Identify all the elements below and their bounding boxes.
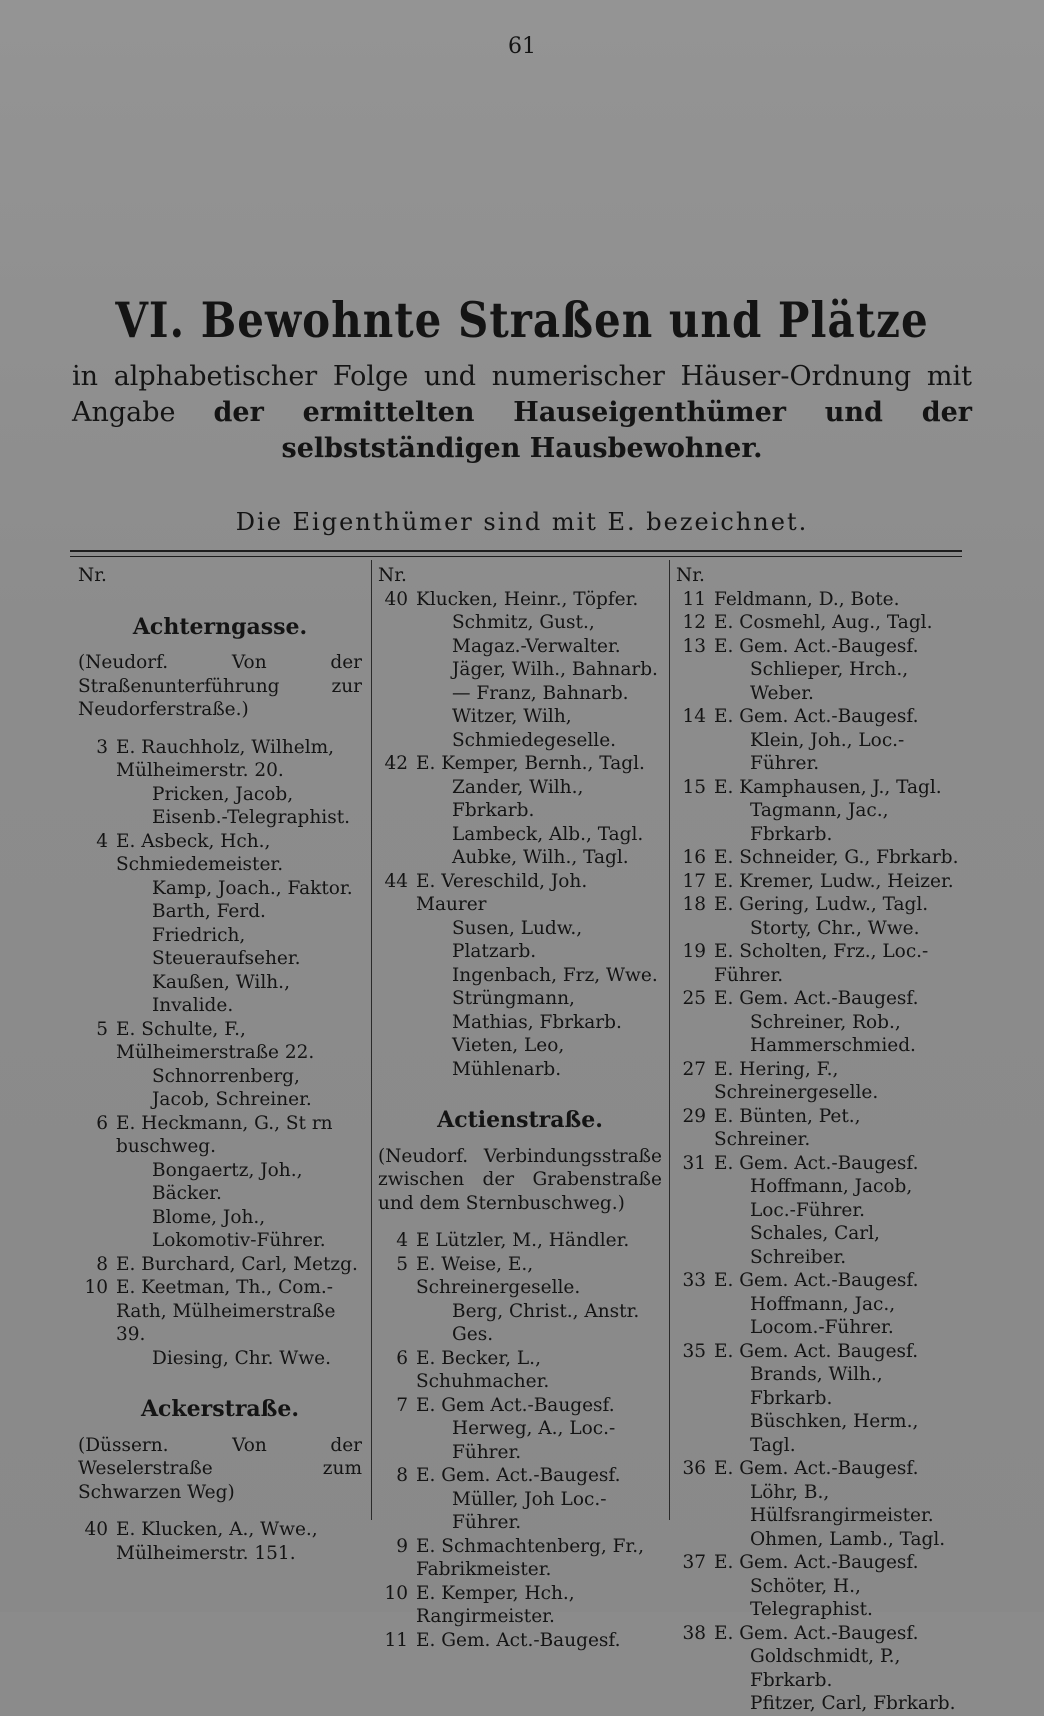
street-name: Actienstraße. [437,1107,603,1133]
house-number: 38 [682,1622,706,1644]
top-rule-thin [70,556,962,557]
resident-entry: Aubke, Wilh., Tagl. [452,847,629,868]
house-number: 15 [682,776,706,798]
resident-text: E. Schmachtenberg, Fr., Fabrikmeister. [416,1535,645,1580]
owner-note: Die Eigenthümer sind mit E. bezeichnet. [235,508,809,536]
resident-entry: Bongaertz, Joh., Bäcker. [152,1159,303,1204]
house-entry [676,1551,960,1575]
column-header-nr: Nr. [378,565,407,586]
resident-entry: Schlieper, Hrch., Weber. [750,659,909,704]
resident-text: E. Becker, L., Schuhmacher. [416,1347,550,1392]
resident-entry: Vieten, Leo, Mühlenarb. [452,1035,565,1080]
resident-text: E. Weise, E., Schreinergeselle. [416,1253,581,1298]
resident-entry: Strüngmann, Mathias, Fbrkarb. [452,988,622,1033]
house-number: 33 [682,1270,706,1291]
house-entry [78,1112,362,1159]
house-entry [378,588,662,612]
house-entry [378,1253,662,1300]
column-header-nr: Nr. [676,565,705,586]
resident-entry: Brands, Wilh., Fbrkarb. [750,1364,883,1409]
resident-text: E. Gem. Act.-Baugesf. [714,1552,919,1573]
house-entry [676,776,960,800]
resident-text: E. Gem. Act.-Baugesf. [714,1622,919,1644]
resident-entry: Pfitzer, Carl, Fbrkarb. [750,1693,956,1714]
street-name: Ackerstraße. [140,1396,300,1422]
resident-text: E. Schulte, F., Mülheimerstraße 22. [116,1018,315,1063]
house-number: 19 [682,941,706,962]
house-number: 4 [396,1230,408,1251]
house-entry [676,705,960,729]
resident-text: E. Hering, F., Schreinergeselle. [714,1058,879,1103]
house-entry [78,1253,362,1277]
house-entry [676,1152,960,1176]
house-entry [676,588,960,612]
house-entry [378,1394,662,1418]
house-number: 6 [396,1347,408,1369]
resident-entry: Schales, Carl, Schreiber. [750,1223,880,1268]
house-number: 18 [682,894,706,915]
column-1 [78,564,362,1565]
house-number: 11 [384,1629,408,1651]
house-number: 25 [682,988,706,1009]
resident-text: E. Kemper, Hch., Rangirmeister. [416,1582,575,1627]
resident-entry: Goldschmidt, P., Fbrkarb. [750,1646,901,1691]
house-number: 8 [396,1465,408,1486]
house-entry [378,752,662,776]
resident-entry: — Franz, Bahnarb. [452,682,629,704]
house-entry [676,1269,960,1293]
column-divider [669,560,670,1520]
resident-entry: Schreiner, Rob., Hammerschmied. [750,1011,916,1056]
house-number: 42 [384,753,408,774]
resident-entry: Diesing, Chr. Wwe. [152,1347,331,1369]
resident-text: E. Gem. Act.-Baugesf. [416,1629,621,1651]
house-number: 40 [84,1519,108,1540]
house-number: 3 [96,736,108,758]
house-entry [676,987,960,1011]
house-number: 12 [682,612,706,633]
house-entry [676,1340,960,1364]
house-number: 14 [682,706,706,727]
house-number: 36 [682,1458,706,1479]
resident-entry: Klein, Joh., Loc.-Führer. [750,729,905,774]
resident-entry: Berg, Christ., Anstr. Ges. [452,1300,640,1345]
house-number: 17 [682,870,706,892]
resident-text: E. Gem. Act.-Baugesf. [714,988,919,1009]
column-3 [676,564,960,1716]
house-number: 5 [396,1253,408,1275]
resident-entry: Storty, Chr., Wwe. [750,917,920,939]
resident-entry: Schöter, H., Telegraphist. [750,1575,873,1620]
column-header-nr: Nr. [78,565,107,586]
house-entry [676,635,960,659]
resident-text: E. Cosmehl, Aug., Tagl. [714,612,933,633]
resident-entry: Tagmann, Jac., Fbrkarb. [750,800,889,845]
resident-entry: Schmitz, Gust., Magaz.-Verwalter. [452,612,621,657]
house-number: 4 [96,830,108,852]
resident-entry: Pricken, Jacob, Eisenb.-Telegraphist. [152,783,351,828]
house-number: 5 [96,1018,108,1040]
resident-text: E. Heckmann, G., St rn buschweg. [116,1112,333,1157]
resident-text: E. Kamphausen, J., Tagl. [714,776,942,798]
house-entry [676,611,960,635]
house-entry [378,1629,662,1653]
resident-entry: Witzer, Wilh, Schmiedegeselle. [452,706,617,751]
resident-entry: Kaußen, Wilh., Invalide. [152,971,290,1016]
resident-text: E. Burchard, Carl, Metzg. [116,1253,358,1275]
house-entry [378,1229,662,1253]
resident-text: E. Gem. Act.-Baugesf. [714,1152,919,1174]
resident-text: E Lützler, M., Händler. [416,1230,630,1251]
house-number: 7 [396,1394,408,1416]
house-entry [378,1535,662,1582]
heading [0,292,1044,467]
resident-entry: Lambeck, Alb., Tagl. [452,823,644,845]
resident-entry: Zander, Wilh., Fbrkarb. [452,776,584,821]
resident-text: E. Kemper, Bernh., Tagl. [416,753,645,774]
column-2 [378,564,662,1652]
house-number: 16 [682,847,706,868]
house-number: 31 [682,1152,706,1174]
resident-entry: Schnorrenberg, Jacob, Schreiner. [152,1065,312,1110]
house-number: 10 [384,1582,408,1604]
house-number: 9 [396,1535,408,1557]
house-entry [78,830,362,877]
house-entry [676,1457,960,1481]
street-description: (Neudorf. Von der Straßenunterführung zur Neudorferstraße.) [78,652,362,720]
top-rule [70,550,962,552]
house-entry [676,1058,960,1105]
resident-text: Klucken, Heinr., Töpfer. [416,588,639,610]
house-entry [676,870,960,894]
house-number: 44 [384,870,408,892]
resident-entry: Hoffmann, Jacob, Loc.-Führer. [750,1176,913,1221]
house-entry [676,846,960,870]
house-number: 8 [96,1253,108,1275]
house-number: 10 [84,1277,108,1298]
resident-text: E. Gem. Act. Baugesf. [714,1340,919,1362]
resident-entry: Löhr, B., Hülfsrangirmeister. [750,1481,934,1526]
resident-text: Feldmann, D., Bote. [714,588,900,610]
house-number: 13 [682,635,706,657]
resident-entry: Kamp, Joach., Faktor. [152,877,353,899]
resident-entry: Susen, Ludw., Platzarb. [452,917,583,962]
resident-entry: Ohmen, Lamb., Tagl. [750,1528,946,1550]
house-number: 27 [682,1058,706,1080]
column-divider [371,560,372,1520]
resident-text: E. Gering, Ludw., Tagl. [714,894,929,915]
resident-text: E. Klucken, A., Wwe., Mülheimerstr. 151. [116,1519,318,1564]
resident-text: E. Kremer, Ludw., Heizer. [714,870,954,892]
resident-entry: Blome, Joh., Lokomotiv-Führer. [152,1206,326,1251]
house-entry [378,870,662,917]
house-number: 6 [96,1112,108,1134]
house-number: 37 [682,1552,706,1573]
resident-entry: Jäger, Wilh., Bahnarb. [452,659,658,680]
resident-entry: Hoffmann, Jac., Locom.-Führer. [750,1293,896,1338]
resident-text: E. Schneider, G., Fbrkarb. [714,847,959,868]
resident-entry: Müller, Joh Loc.-Führer. [452,1488,607,1533]
resident-text: E. Gem. Act.-Baugesf. [714,1458,919,1479]
resident-text: E. Gem. Act.-Baugesf. [714,635,919,657]
house-entry [676,1105,960,1152]
section-title: VI. Bewohnte Straßen und Plätze [115,292,929,349]
resident-entry: Herweg, A., Loc.-Führer. [452,1418,616,1463]
house-entry [676,893,960,917]
resident-text: E. Vereschild, Joh. Maurer [416,870,588,915]
resident-text: E. Gem Act.-Baugesf. [416,1394,615,1416]
house-entry [78,1018,362,1065]
resident-entry: Büschken, Herm., Tagl. [750,1411,919,1456]
resident-text: E. Keetman, Th., Com.-Rath, Mülheimerstraße 39. [116,1277,336,1345]
house-entry [78,1276,362,1347]
house-entry [78,1518,362,1565]
street-name: Achterngasse. [132,613,308,640]
house-entry [676,1622,960,1646]
street-description: (Düssern. Von der Weselerstraße zum Schwarzen Weg) [78,1434,362,1503]
house-entry [378,1464,662,1488]
house-number: 29 [682,1105,706,1127]
house-number: 40 [384,588,408,610]
resident-text: E. Gem. Act.-Baugesf. [416,1465,621,1486]
house-entry [378,1347,662,1394]
page-number: 61 [508,34,536,59]
section-subtitle: in alphabetischer Folge und numerischer Häuser-Ordnung mit Angabe der ermittelten Hauseigenthümer und der selbstständigen Hausbewohner. [72,361,972,464]
resident-entry: Barth, Ferd. Friedrich, Steueraufseher. [152,901,301,969]
resident-text: E. Asbeck, Hch., Schmiedemeister. [116,830,284,875]
street-description: (Neudorf. Verbindungsstraße zwischen der Grabenstraße und dem Sternbuschweg.) [378,1145,662,1214]
house-entry [378,1582,662,1629]
resident-text: E. Rauchholz, Wilhelm, Mülheimerstr. 20. [116,736,335,781]
house-number: 11 [682,588,706,610]
resident-entry: Ingenbach, Frz, Wwe. [452,964,658,986]
resident-text: E. Gem. Act.-Baugesf. [714,706,919,727]
resident-text: E. Bünten, Pet., Schreiner. [714,1105,861,1150]
resident-text: E. Scholten, Frz., Loc.-Führer. [714,941,929,986]
house-entry [676,940,960,987]
house-entry [78,736,362,783]
house-number: 35 [682,1340,706,1362]
resident-text: E. Gem. Act.-Baugesf. [714,1270,919,1291]
